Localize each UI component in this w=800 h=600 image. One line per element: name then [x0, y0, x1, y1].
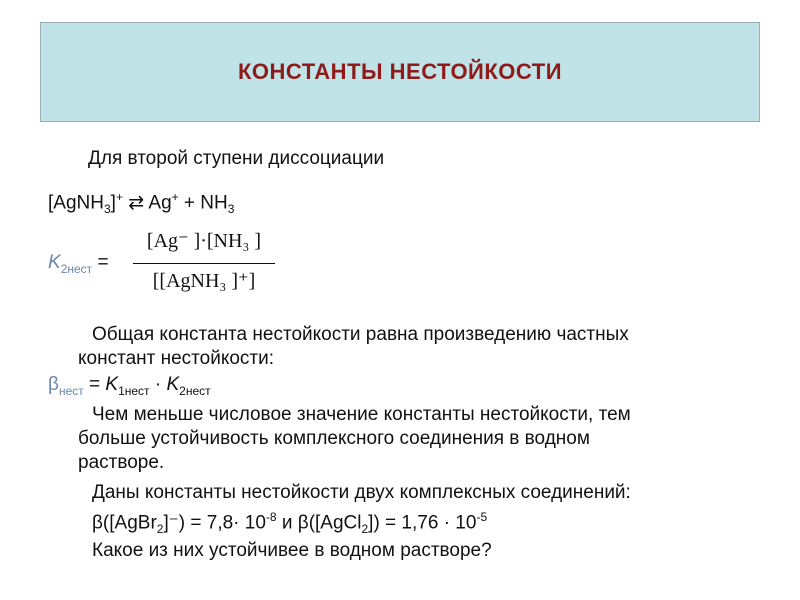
k2-symbol: K [166, 374, 180, 395]
dot: · [443, 512, 451, 534]
val-part: 10 [450, 512, 477, 534]
question-line: Какое из них устойчивее в водном растворе? [92, 540, 492, 561]
less-line3: растворе. [78, 452, 165, 473]
exponent: -8 [265, 510, 277, 524]
val-part: 10 [239, 512, 266, 534]
constants-values [92, 510, 487, 536]
general-constant-line1: Общая константа нестойкости равна произведению частных [92, 324, 629, 345]
equals: = [83, 374, 106, 395]
general-constant-line2: констант нестойкости: [78, 348, 275, 369]
dot: · [233, 512, 240, 534]
k-sub: 2нест [60, 261, 93, 276]
k2-sub: 2нест [179, 383, 211, 398]
beta-sub: нест [58, 383, 84, 398]
given-line: Даны константы нестойкости двух комплексных соединений: [92, 482, 631, 503]
step-heading: Для второй ступени диссоциации [88, 148, 385, 169]
title-box [40, 22, 760, 122]
dissociation-equation [48, 190, 234, 216]
eq-sub: 3 [227, 202, 235, 217]
k-symbol: K [48, 252, 61, 273]
eq-part: Ag [148, 192, 172, 214]
val-part: ]⁻) = 7,8 [163, 512, 234, 534]
eq-part: ] [110, 192, 116, 214]
val-sub: 2 [361, 522, 369, 537]
eq-part: [AgNH [48, 192, 104, 214]
eq-sup: + [115, 190, 123, 204]
val-part: β([AgCl [297, 512, 362, 534]
exponent: -5 [476, 510, 488, 524]
val-part: и [276, 512, 298, 534]
beta-formula [48, 374, 211, 398]
val-sub: 2 [156, 522, 164, 537]
eq-part: + NH [178, 192, 228, 214]
eq-sup: + [171, 190, 179, 204]
equals: = [92, 252, 109, 273]
k2-label [48, 252, 109, 276]
less-line1: Чем меньше числовое значение константы нестойкости, тем [92, 404, 631, 425]
less-line2: больше устойчивость комплексного соединения в водном [78, 428, 590, 449]
dot: · [149, 374, 167, 395]
val-part: ]) = 1,76 [368, 512, 444, 534]
fraction-denominator: [[AgNH₃ ]⁺] [152, 270, 256, 292]
k2-fraction [133, 228, 275, 298]
val-part: β([AgBr [92, 512, 157, 534]
fraction-numerator: [Ag⁻ ]·[NH₃ ] [146, 230, 262, 252]
fraction-line [133, 263, 275, 264]
eq-sub: 3 [103, 202, 111, 217]
k1-symbol: K [105, 374, 119, 395]
equilibrium-arrow-icon: ⇄ [128, 192, 145, 214]
slide-title: КОНСТАНТЫ НЕСТОЙКОСТИ [237, 59, 563, 84]
k1-sub: 1нест [118, 383, 150, 398]
beta-symbol: β [48, 374, 59, 395]
